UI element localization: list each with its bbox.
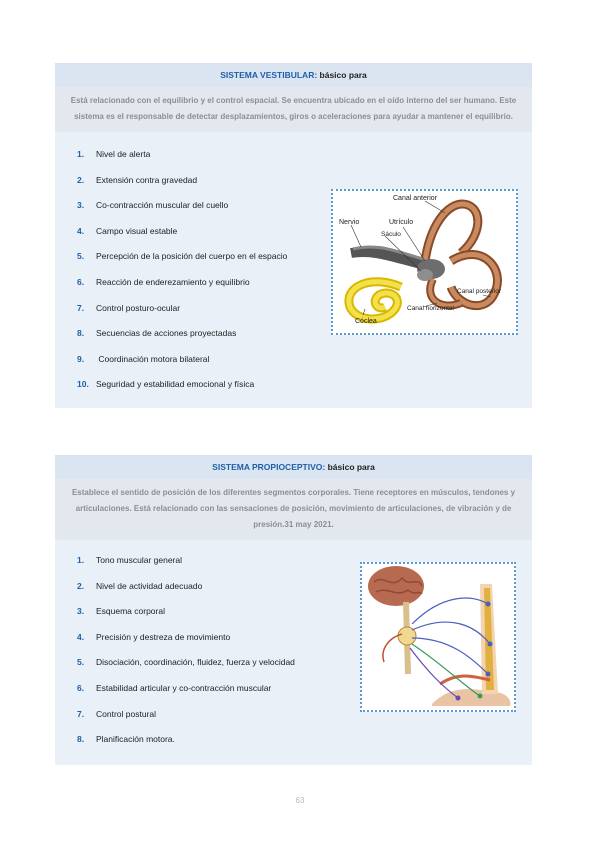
item-number: 10. bbox=[77, 379, 89, 390]
item-text: Campo visual estable bbox=[96, 225, 178, 236]
label-canal-anterior: Canal anterior bbox=[393, 195, 437, 202]
item-text: Reacción de enderezamiento y equilibrio bbox=[96, 276, 250, 287]
item-number: 5. bbox=[77, 657, 85, 668]
item-number: 6. bbox=[77, 276, 85, 287]
list-item bbox=[77, 702, 295, 728]
item-number: 4. bbox=[77, 631, 85, 642]
item-text: Disociación, coordinación, fluidez, fuerza y velocidad bbox=[96, 657, 295, 668]
item-text: Seguridad y estabilidad emocional y física bbox=[96, 379, 255, 390]
propioceptivo-section bbox=[55, 455, 532, 765]
item-number: 6. bbox=[77, 682, 85, 693]
label-canal-posterior: Canal posterior bbox=[457, 288, 502, 295]
label-coclea: Cóclea bbox=[355, 318, 377, 325]
list-item bbox=[77, 193, 287, 219]
item-number: 7. bbox=[77, 302, 85, 313]
list-item bbox=[77, 168, 287, 194]
list-item bbox=[77, 270, 287, 296]
list-item bbox=[77, 296, 287, 322]
vestibular-list bbox=[77, 142, 287, 398]
item-text: Secuencias de acciones proyectadas bbox=[96, 328, 237, 339]
item-text: Control posturo-ocular bbox=[96, 302, 181, 313]
item-number: 2. bbox=[77, 580, 85, 591]
vestibular-title-rest: básico para bbox=[317, 70, 367, 80]
item-text: Percepción de la posición del cuerpo en el espacio bbox=[96, 251, 288, 262]
list-item bbox=[77, 599, 295, 625]
list-item bbox=[77, 142, 287, 168]
list-item bbox=[77, 347, 287, 373]
item-number: 7. bbox=[77, 708, 85, 719]
inner-ear-illustration bbox=[333, 191, 516, 333]
list-item bbox=[77, 676, 295, 702]
propioceptivo-title-rest: básico para bbox=[325, 462, 375, 472]
inner-ear-figure bbox=[331, 189, 518, 335]
list-item bbox=[77, 727, 295, 753]
list-item bbox=[77, 548, 295, 574]
item-text: Planificación motora. bbox=[96, 734, 175, 745]
item-text: Estabilidad articular y co-contracción muscular bbox=[96, 682, 272, 693]
page-number: 63 bbox=[295, 796, 305, 805]
list-item bbox=[77, 574, 295, 600]
label-canal-horizontal: Canal horizontal bbox=[407, 305, 454, 312]
item-text: Tono muscular general bbox=[96, 555, 182, 565]
item-number: 4. bbox=[77, 225, 85, 236]
item-text: Co-contracción muscular del cuello bbox=[96, 200, 229, 211]
vestibular-header bbox=[55, 63, 532, 87]
item-text: Precisión y destreza de movimiento bbox=[96, 631, 231, 642]
item-text: Esquema corporal bbox=[96, 606, 165, 617]
propioceptivo-title: SISTEMA PROPIOCEPTIVO: bbox=[212, 462, 326, 472]
propioceptivo-list bbox=[77, 548, 295, 753]
item-text: Nivel de actividad adecuado bbox=[96, 580, 203, 591]
item-number: 1. bbox=[77, 555, 85, 565]
label-utriculo: Utrículo bbox=[389, 219, 414, 226]
item-number: 9. bbox=[77, 353, 85, 364]
item-text: Coordinación motora bilateral bbox=[96, 353, 210, 364]
item-text: Control postural bbox=[96, 708, 157, 719]
list-item bbox=[77, 372, 287, 398]
item-number: 3. bbox=[77, 606, 85, 617]
item-text: Extensión contra gravedad bbox=[96, 174, 198, 185]
vestibular-description: Está relacionado con el equilibrio y el control espacial. Se encuentra ubicado en el oído interno del ser humano. Este sistema es el responsable de detectar desplazamientos, giros o aceleraciones para ayudar a mantener el equilibrio. bbox=[55, 87, 532, 132]
list-item bbox=[77, 650, 295, 676]
proprioception-illustration bbox=[362, 564, 514, 710]
item-text: Nivel de alerta bbox=[96, 149, 151, 159]
list-item bbox=[77, 321, 287, 347]
item-number: 2. bbox=[77, 174, 85, 185]
proprioception-figure bbox=[360, 562, 516, 712]
vestibular-title: SISTEMA VESTIBULAR: bbox=[220, 70, 318, 80]
label-nervio: Nervio bbox=[339, 219, 360, 226]
item-number: 8. bbox=[77, 734, 85, 745]
list-item bbox=[77, 244, 287, 270]
list-item bbox=[77, 219, 287, 245]
vestibular-section bbox=[55, 63, 532, 408]
item-number: 1. bbox=[77, 149, 85, 159]
vestibular-list-panel bbox=[55, 132, 532, 408]
item-number: 8. bbox=[77, 328, 85, 339]
item-number: 5. bbox=[77, 251, 85, 262]
propioceptivo-description: Establece el sentido de posición de los diferentes segmentos corporales. Tiene receptores en músculos, tendones y articulaciones. Está relacionado con las sensaciones de posición, movimiento de articulaciones, de vibración y de presión.31 may 2021. bbox=[55, 479, 532, 540]
item-number: 3. bbox=[77, 200, 85, 211]
propioceptivo-header bbox=[55, 455, 532, 479]
label-saculo: Sáculo bbox=[381, 231, 401, 238]
list-item bbox=[77, 625, 295, 651]
propioceptivo-list-panel bbox=[55, 540, 532, 765]
